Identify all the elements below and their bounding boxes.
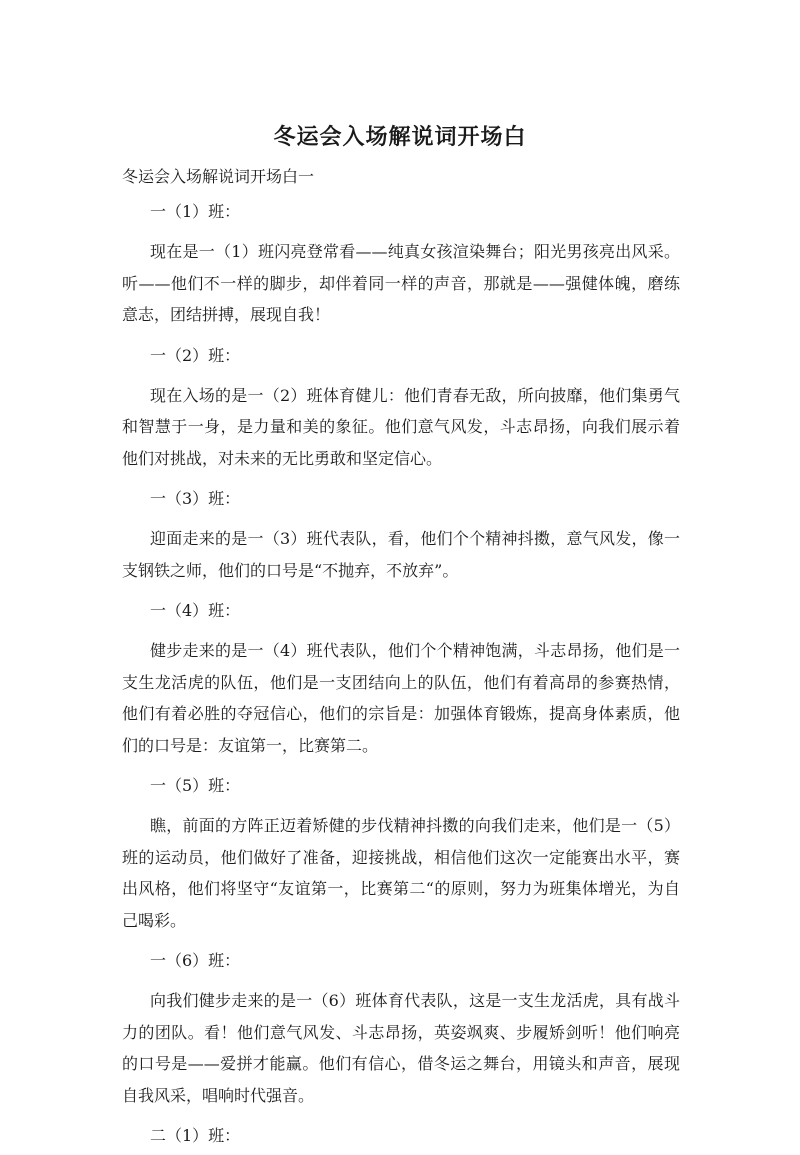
section-heading: 二（1）班： xyxy=(150,1126,241,1145)
section-class-1-6 xyxy=(122,941,680,1116)
section-heading: 一（2）班： xyxy=(150,345,241,365)
section-class-2-1 xyxy=(122,1116,680,1155)
section-paragraph: 向我们健步走来的是一（6）班体育代表队，这是一支生龙活虎，具有战斗力的团队。看！他们意气风发、斗志昂扬，英姿飒爽、步履矫剑听！他们响亮的口号是——爱拼才能赢。他们有信心，借冬运之舞台，用镜头和声音，展现自我风采，唱响时代强音。 xyxy=(122,991,680,1105)
section-paragraph: 现在入场的是一（2）班体育健儿：他们青春无敌，所向披靡，他们集勇气和智慧于一身，是力量和美的象征。他们意气风发，斗志昂扬，向我们展示着他们对挑战，对未来的无比勇敢和坚定信心。 xyxy=(122,385,680,468)
section-heading: 一（1）班： xyxy=(150,202,241,221)
section-class-1-1 xyxy=(122,192,680,336)
section-class-1-2 xyxy=(122,336,680,480)
section-heading: 一（4）班： xyxy=(150,601,241,620)
document-subtitle: 冬运会入场解说词开场白一 xyxy=(122,167,315,186)
section-class-1-5 xyxy=(122,766,680,941)
section-paragraph: 现在是一（1）班闪亮登常看——纯真女孩渲染舞台；阳光男孩亮出风采。听——他们不一样的脚步，却伴着同一样的声音，那就是——强健体魄，磨练意志，团结拼搏，展现自我！ xyxy=(122,242,680,324)
section-paragraph: 健步走来的是一（4）班代表队，他们个个精神饱满，斗志昂扬，他们是一支生龙活虎的队伍，他们是一支团结向上的队伍，他们有着高昂的参赛热情，他们有着必胜的夺冠信心，他们的宗旨是：加强体育锻炼，提高身体素质，他们的口号是：友谊第一，比赛第二。 xyxy=(122,641,680,755)
section-paragraph: 瞧，前面的方阵正迈着矫健的步伐精神抖擞的向我们走来，他们是一（5）班的运动员，他们做好了准备，迎接挑战，相信他们这次一定能赛出水平，赛出风格，他们将坚守“友谊第一，比赛第二“的原则，努力为班集体增光，为自己喝彩。 xyxy=(122,816,680,930)
document-body xyxy=(122,161,680,1155)
section-heading: 一（3）班： xyxy=(150,489,241,508)
section-heading: 一（6）班： xyxy=(150,951,241,970)
document-title: 冬运会入场解说词开场白 xyxy=(273,125,527,150)
section-paragraph: 迎面走来的是一（3）班代表队，看，他们个个精神抖擞，意气风发，像一支钢铁之师，他们的口号是“不抛弃，不放弃”。 xyxy=(122,529,680,580)
section-class-1-3 xyxy=(122,479,680,591)
section-class-1-4 xyxy=(122,591,680,766)
section-heading: 一（5）班： xyxy=(150,776,241,795)
